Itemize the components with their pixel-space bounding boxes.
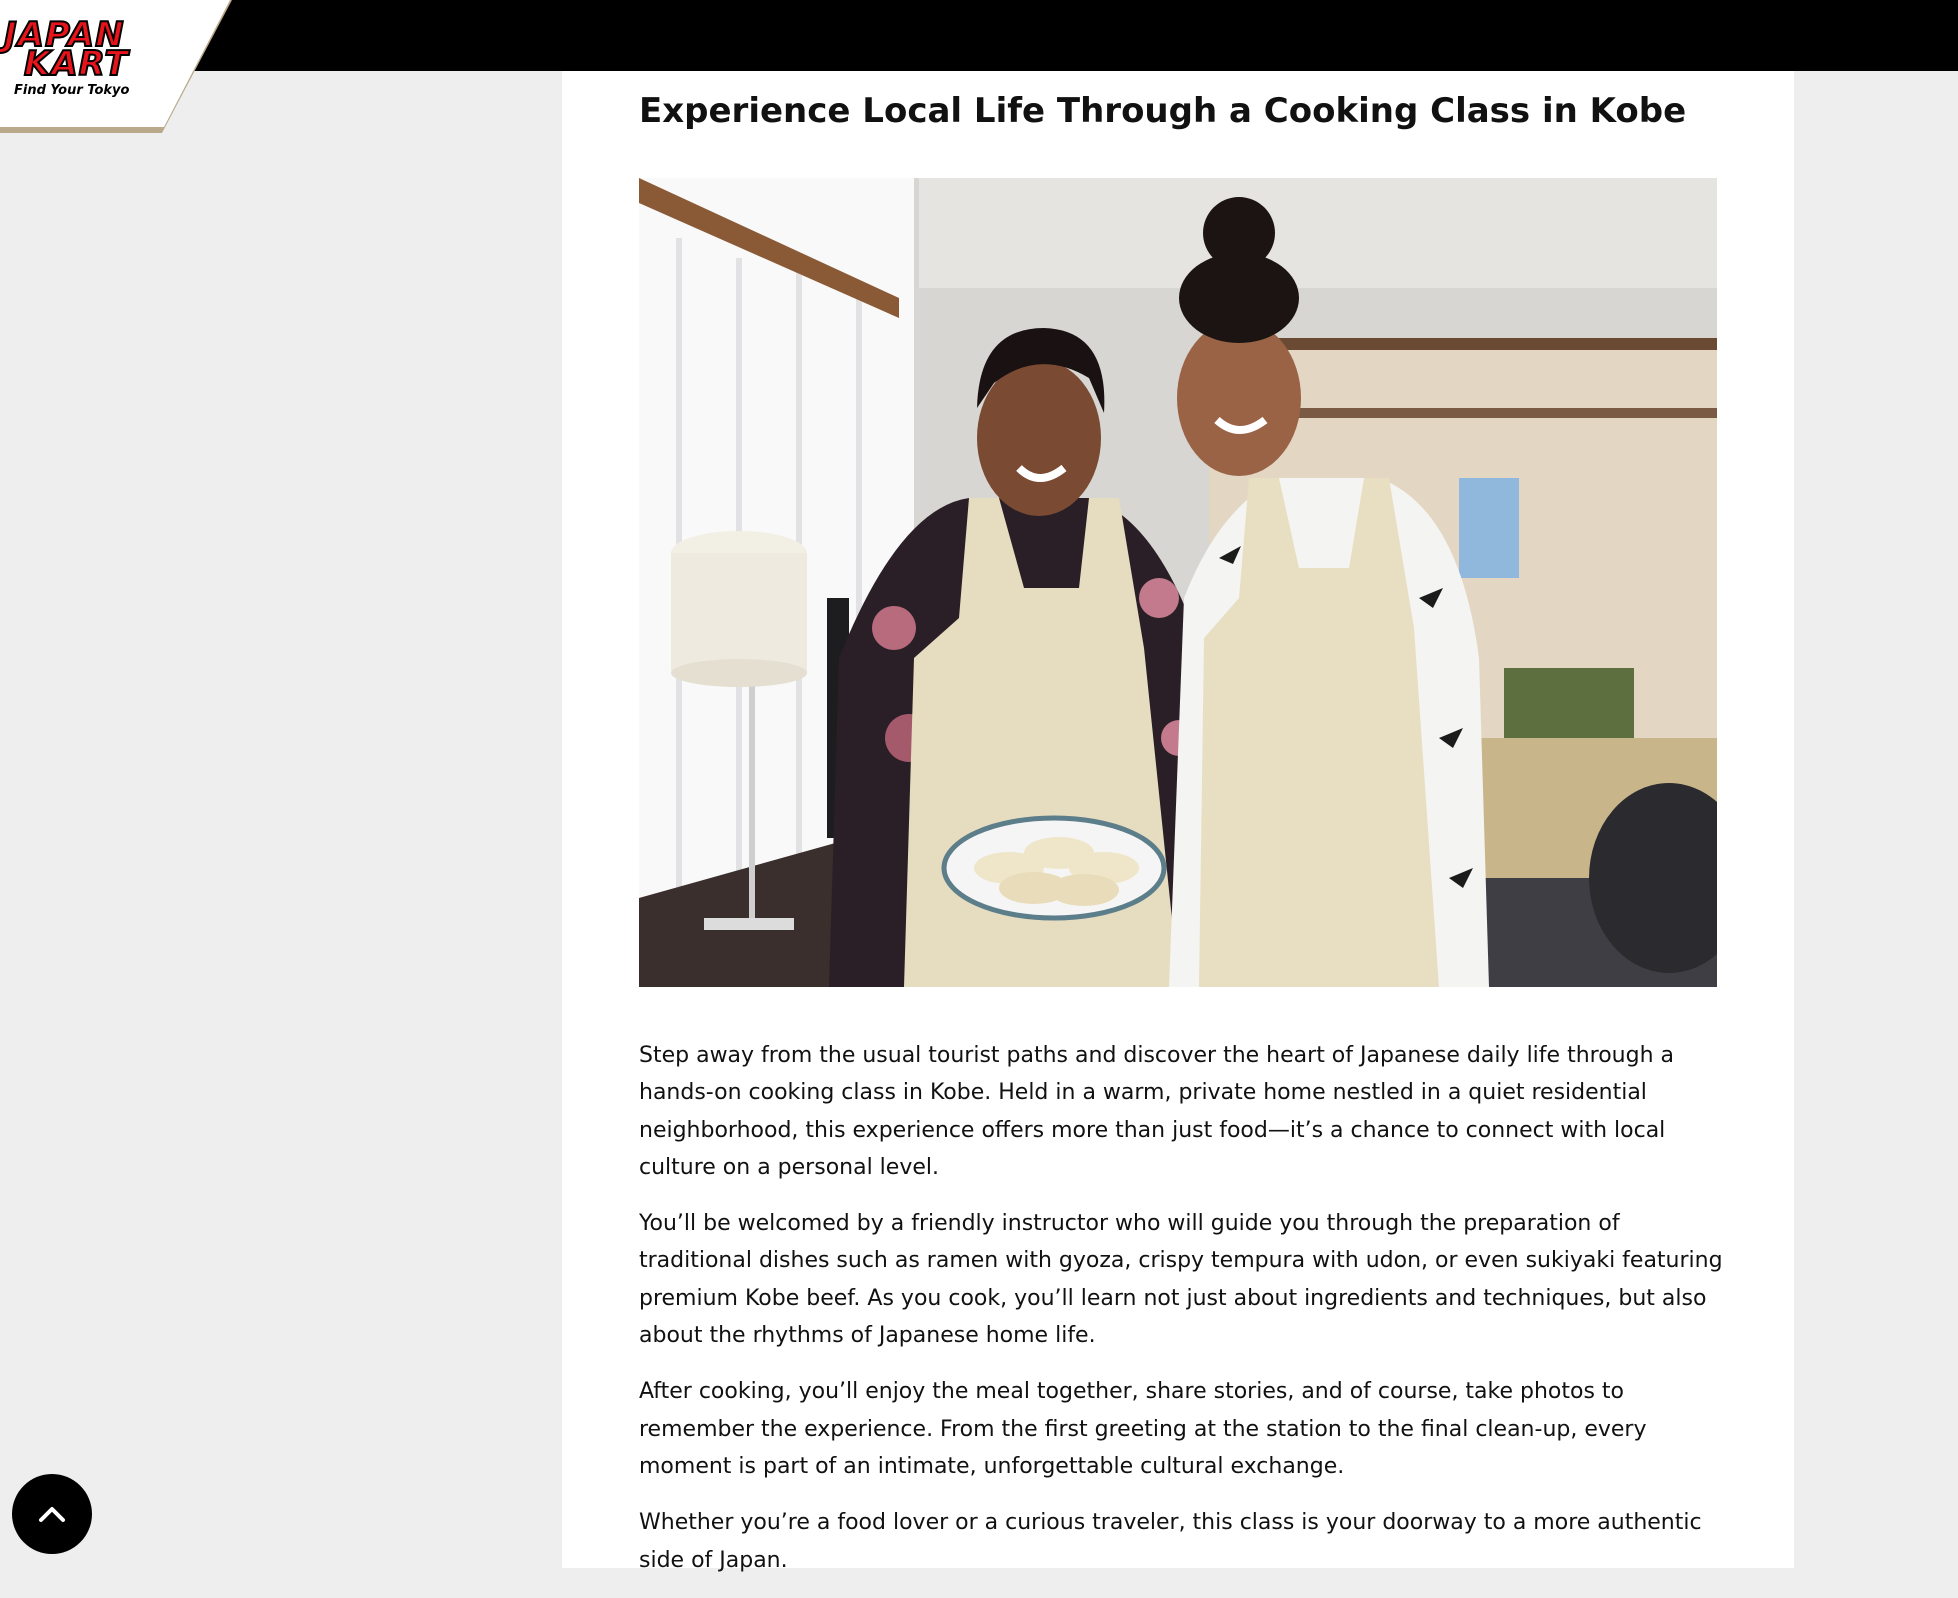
chevron-up-icon [37,1504,67,1524]
article-title: Experience Local Life Through a Cooking Class in Kobe [639,91,1687,131]
article-paragraph-1: Step away from the usual tourist paths and discover the heart of Japanese daily life through a hands-on cooking class in Kobe. Held in a warm, private home nestled in a quiet residential neighborhood, this experience offers more than just food—it’s a chance to connect with local culture on a personal level. [639,1043,1674,1180]
logo-wordmark-kart: KART [24,44,129,84]
site-logo[interactable] [0,0,240,140]
logo-tagline: Find Your Tokyo [14,83,130,98]
photo-illustration [639,178,1717,987]
article-container [562,71,1794,1573]
cooking-class-photo [639,178,1717,987]
top-header-bar [0,0,1958,71]
logo-wordmark-japan: JAPAN [4,15,125,55]
scroll-to-top-button[interactable] [12,1474,92,1554]
article-paragraph-2: You’ll be welcomed by a friendly instructor who will guide you through the preparation of traditional dishes such as ramen with gyoza, crispy tempura with udon, or even sukiyaki featuring premium Kobe beef. As you cook, you’ll learn not just about ingredients and techniques, but also about the rhythms of Japanese home life. [639,1211,1723,1349]
article-body [639,1037,1729,1598]
article-paragraph-4: Whether you’re a food lover or a curious traveler, this class is your doorway to a more authentic side of Japan. [639,1510,1702,1573]
article-paragraph-3: After cooking, you’ll enjoy the meal together, share stories, and of course, take photos to remember the experience. From the first greeting at the station to the final clean-up, every moment is part of an intimate, unforgettable cultural exchange. [639,1379,1647,1479]
